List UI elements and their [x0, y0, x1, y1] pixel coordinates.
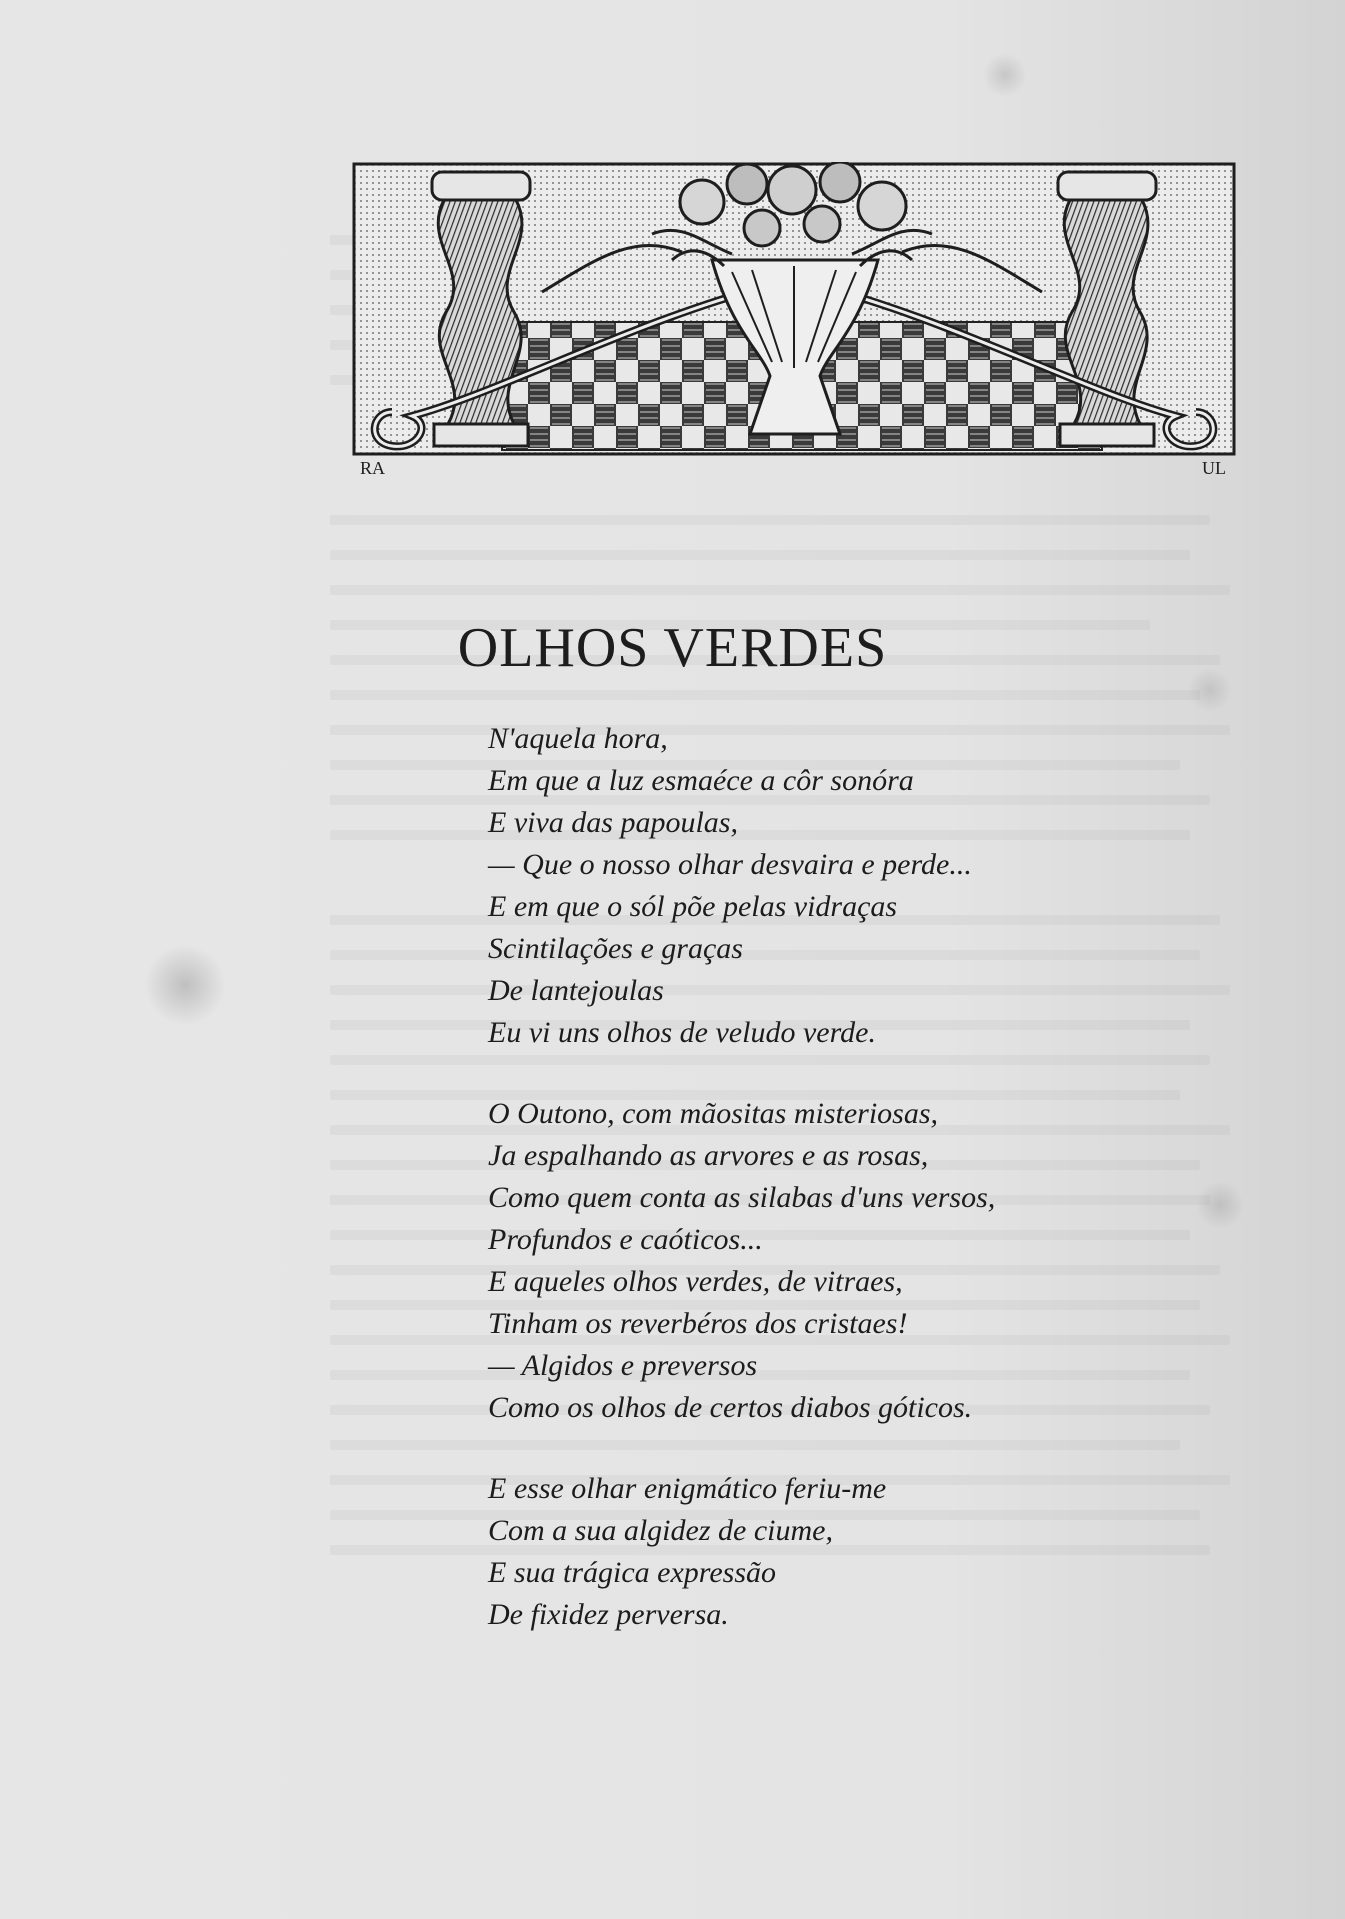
poem-line: E esse olhar enigmático feriu-me: [488, 1472, 887, 1505]
poem-line: E em que o sól põe pelas vidraças: [488, 890, 898, 923]
poem-line: Scintilações e graças: [488, 932, 743, 965]
poem-line: E sua trágica expressão: [488, 1556, 777, 1589]
stanza: [488, 1468, 1208, 1636]
poem-line: Como os olhos de certos diabos góticos.: [488, 1391, 973, 1424]
poem-line: Em que a luz esmaéce a côr sonóra: [488, 764, 914, 797]
poem-line: De lantejoulas: [488, 974, 664, 1007]
poem-line: Ja espalhando as arvores e as rosas,: [488, 1139, 929, 1172]
poem-title: OLHOS VERDES: [457, 616, 888, 679]
stanza: [488, 1093, 1208, 1429]
ornament-signature-right: UL: [1202, 458, 1226, 478]
poem-line: Como quem conta as silabas d'uns versos,: [488, 1181, 996, 1214]
poem-line: Com a sua algidez de ciume,: [488, 1514, 833, 1547]
poem-line: O Outono, com mãositas misteriosas,: [488, 1097, 939, 1130]
poem-line: Eu vi uns olhos de veludo verde.: [488, 1016, 876, 1049]
poem-line: E viva das papoulas,: [488, 806, 738, 839]
bleed-line: [330, 515, 1210, 525]
ornament-signature-left: RA: [360, 458, 386, 478]
poem-line: — Que o nosso olhar desvaira e perde...: [488, 848, 972, 881]
poem-line: E aqueles olhos verdes, de vitraes,: [488, 1265, 903, 1298]
poem-body: [488, 718, 1208, 1636]
bleed-line: [330, 585, 1230, 595]
poem-line: Profundos e caóticos...: [488, 1223, 763, 1256]
poem-line: Tinham os reverbéros dos cristaes!: [488, 1307, 908, 1340]
bleed-line: [330, 550, 1190, 560]
headpiece-ornament: [352, 162, 1236, 480]
poem-line: De fixidez perversa.: [488, 1598, 729, 1631]
stanza: [488, 718, 1208, 1054]
bleed-line: [330, 690, 1200, 700]
poem-line: N'aquela hora,: [488, 722, 668, 755]
poem-line: — Algidos e preversos: [488, 1349, 758, 1382]
